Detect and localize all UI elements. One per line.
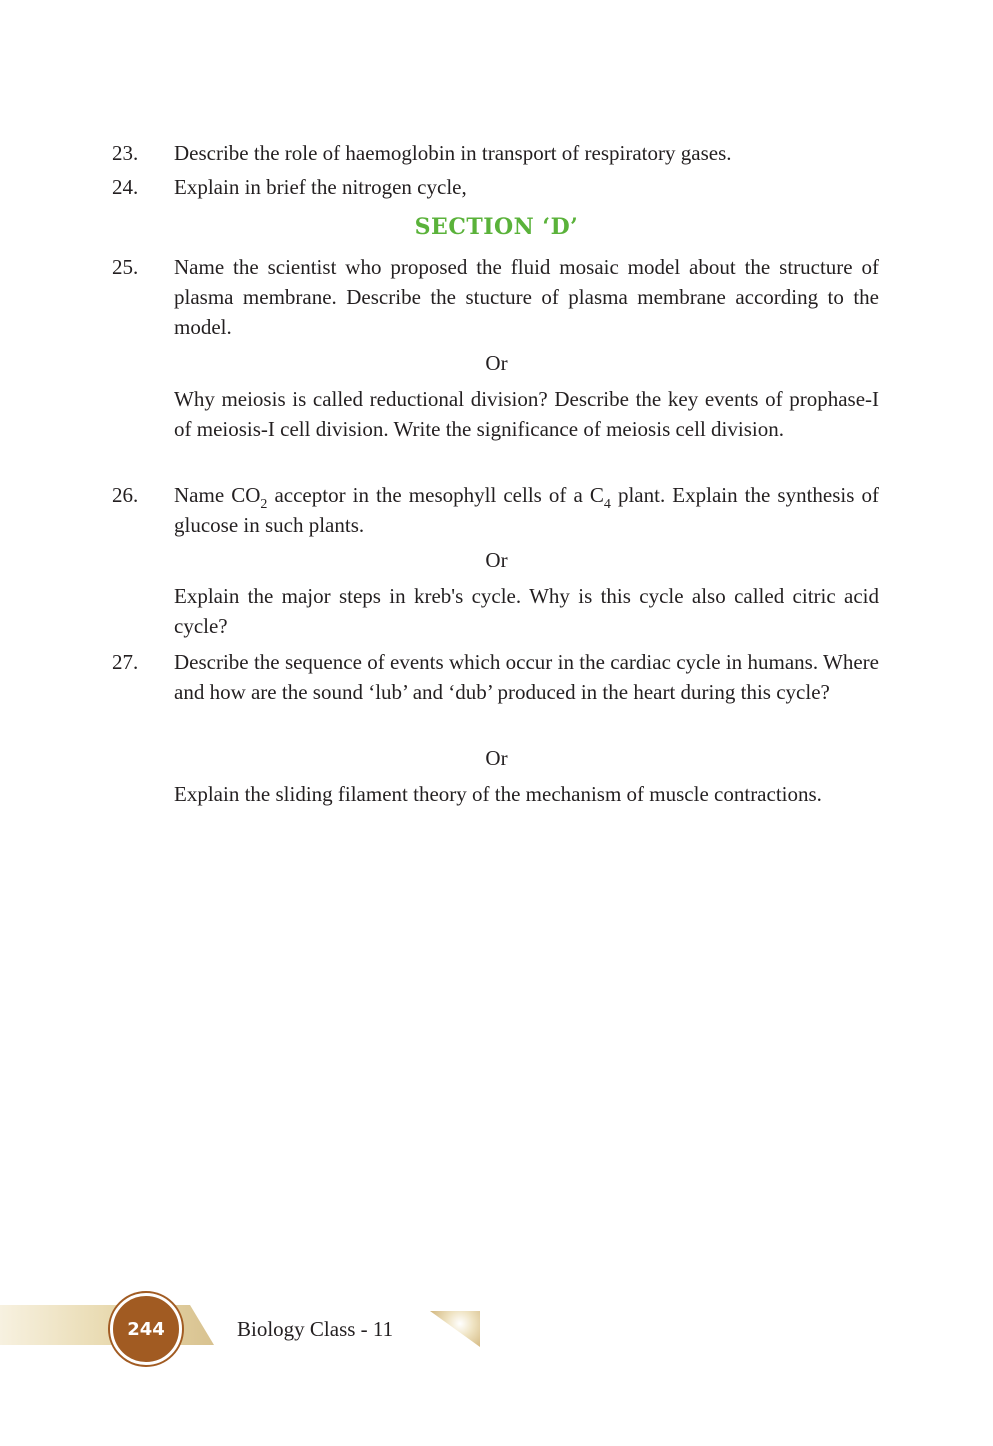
footer-book-title: Biology Class - 11: [237, 1317, 394, 1341]
question-27: [112, 647, 879, 707]
alternative-question: Explain the major steps in kreb's cycle. Why is this cycle also called citric acid cycle?: [174, 584, 879, 638]
question-number: 23.: [112, 141, 139, 165]
question-25: [112, 252, 879, 342]
question-number: 26.: [112, 483, 139, 507]
question-number: 24.: [112, 175, 139, 199]
subscript: 2: [260, 497, 268, 512]
question-23: [112, 138, 879, 168]
question-text: Explain in brief the nitrogen cycle,: [174, 175, 467, 199]
question-number: 27.: [112, 650, 139, 674]
section-heading: SECTION ‘D’: [414, 214, 579, 240]
footer-decoration: [430, 1311, 480, 1347]
alternative-question: Explain the sliding filament theory of the mechanism of muscle contractions.: [174, 782, 822, 806]
or-separator: Or: [485, 746, 508, 770]
question-26: [112, 480, 879, 540]
footer-band: [0, 1305, 214, 1345]
page-number-badge: 244: [110, 1293, 182, 1365]
text-segment: plant. Explain the synthesis of glucose in such plants.: [174, 483, 879, 537]
question-text: [174, 480, 879, 540]
question-text: Describe the sequence of events which occur in the cardiac cycle in humans. Where and how are the sound ‘lub’ and ‘dub’ produced in the heart during this cycle?: [174, 650, 879, 704]
or-separator: Or: [485, 548, 508, 572]
question-number: 25.: [112, 255, 139, 279]
or-separator: Or: [485, 351, 508, 375]
question-24: [112, 172, 879, 202]
question-text: Describe the role of haemoglobin in transport of respiratory gases.: [174, 141, 732, 165]
text-segment: Name CO: [174, 483, 261, 507]
subscript: 4: [603, 497, 611, 512]
question-text: Name the scientist who proposed the fluid mosaic model about the structure of plasma membrane. Describe the stucture of plasma membrane according to the model.: [174, 255, 879, 339]
text-segment: acceptor in the mesophyll cells of a C: [267, 483, 604, 507]
alternative-question: Why meiosis is called reductional division? Describe the key events of prophase-I of meiosis-I cell division. Write the significance of meiosis cell division.: [174, 387, 879, 441]
